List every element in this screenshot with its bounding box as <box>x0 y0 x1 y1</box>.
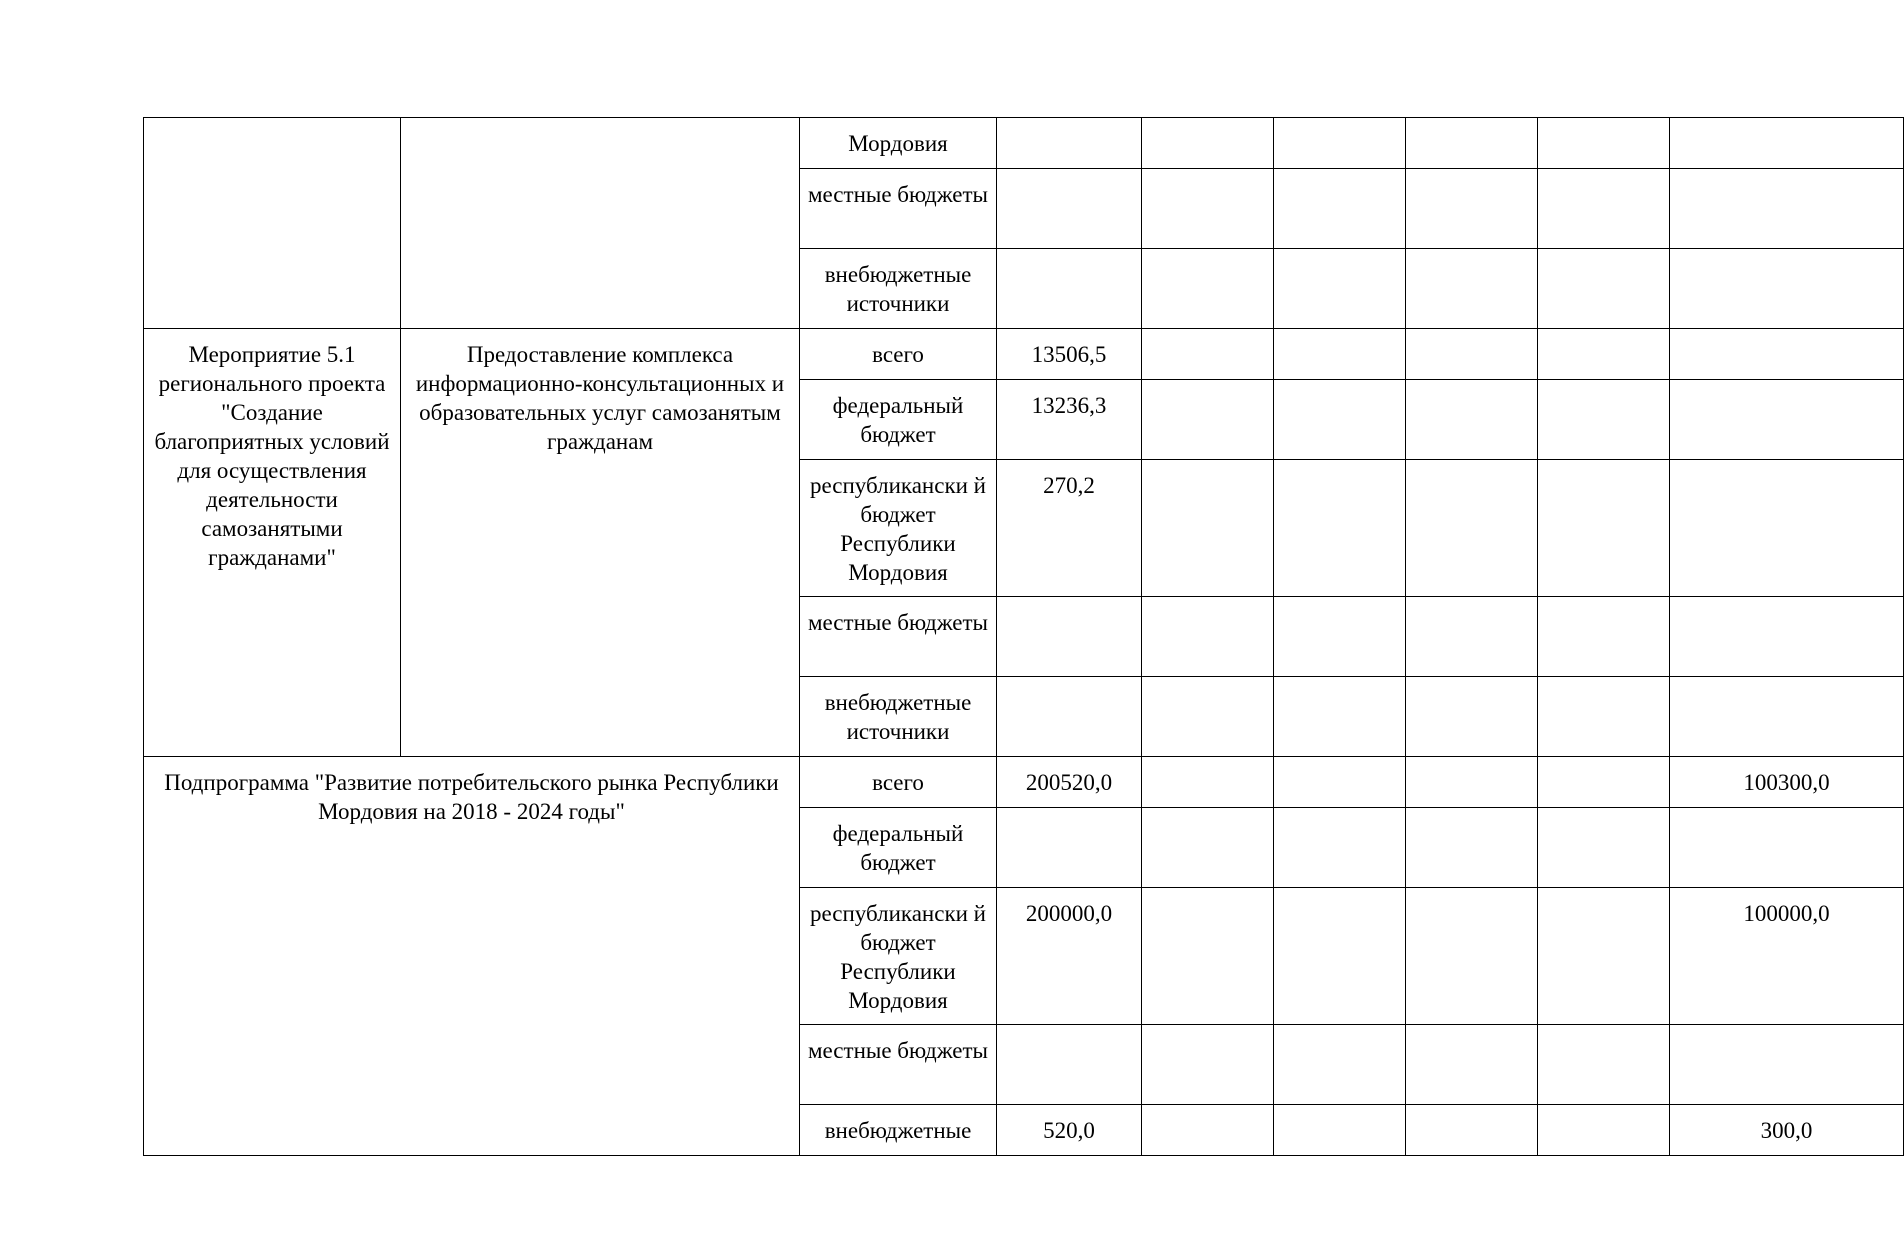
table-row <box>144 118 1904 169</box>
funding-source-cell: федеральный бюджет <box>800 808 997 888</box>
value-cell <box>1406 808 1538 888</box>
value-cell <box>1406 169 1538 249</box>
table-row <box>144 757 1904 808</box>
value-cell <box>1670 118 1904 169</box>
value-cell <box>1142 169 1274 249</box>
budget-table <box>143 117 1904 1156</box>
value-cell <box>1142 460 1274 597</box>
value-cell <box>1538 597 1670 677</box>
funding-source-cell: всего <box>800 757 997 808</box>
value-cell <box>1406 757 1538 808</box>
value-cell <box>1406 597 1538 677</box>
value-cell <box>1670 460 1904 597</box>
value-cell <box>1142 888 1274 1025</box>
funding-source-cell: внебюджетные источники <box>800 249 997 329</box>
value-cell <box>1406 1025 1538 1105</box>
value-cell <box>1142 249 1274 329</box>
value-cell <box>1274 888 1406 1025</box>
funding-source-cell: местные бюджеты <box>800 1025 997 1105</box>
value-cell <box>1670 380 1904 460</box>
value-cell <box>997 169 1142 249</box>
value-cell <box>1142 808 1274 888</box>
value-cell <box>997 1025 1142 1105</box>
event-description-cell <box>401 118 800 329</box>
funding-source-cell: Мордовия <box>800 118 997 169</box>
value-cell: 100000,0 <box>1670 888 1904 1025</box>
funding-source-cell: республикански й бюджет Республики Мордовия <box>800 460 997 597</box>
value-cell <box>1538 1105 1670 1156</box>
value-cell <box>1274 1025 1406 1105</box>
value-cell <box>1142 1105 1274 1156</box>
value-cell <box>1142 597 1274 677</box>
event-name-cell: Мероприятие 5.1 регионального проекта "Создание благоприятных условий для осуществления деятельности самозанятыми гражданами" <box>144 329 401 757</box>
value-cell <box>1406 118 1538 169</box>
value-cell <box>1670 677 1904 757</box>
value-cell <box>1538 808 1670 888</box>
value-cell <box>1274 329 1406 380</box>
value-cell <box>997 597 1142 677</box>
value-cell <box>1142 118 1274 169</box>
value-cell <box>1274 677 1406 757</box>
value-cell <box>1538 380 1670 460</box>
funding-source-cell: федеральный бюджет <box>800 380 997 460</box>
table-row <box>144 329 1904 380</box>
value-cell <box>1406 380 1538 460</box>
subprogram-name-cell: Подпрограмма "Развитие потребительского рынка Республики Мордовия на 2018 - 2024 годы" <box>144 757 800 1156</box>
value-cell <box>1538 1025 1670 1105</box>
value-cell <box>1274 1105 1406 1156</box>
event-description-cell: Предоставление комплекса информационно-консультационных и образовательных услуг самозанятым гражданам <box>401 329 800 757</box>
funding-source-cell: внебюджетные <box>800 1105 997 1156</box>
funding-source-cell: республикански й бюджет Республики Мордовия <box>800 888 997 1025</box>
funding-source-cell: всего <box>800 329 997 380</box>
document-page <box>143 117 1830 1157</box>
value-cell <box>1670 1025 1904 1105</box>
value-cell: 100300,0 <box>1670 757 1904 808</box>
value-cell <box>997 808 1142 888</box>
value-cell <box>997 677 1142 757</box>
value-cell <box>1670 597 1904 677</box>
funding-source-cell: местные бюджеты <box>800 169 997 249</box>
value-cell <box>1538 169 1670 249</box>
value-cell <box>1274 460 1406 597</box>
value-cell <box>1142 380 1274 460</box>
value-cell <box>1142 677 1274 757</box>
value-cell <box>1406 249 1538 329</box>
value-cell <box>1538 249 1670 329</box>
value-cell: 520,0 <box>997 1105 1142 1156</box>
value-cell: 270,2 <box>997 460 1142 597</box>
value-cell <box>1538 460 1670 597</box>
value-cell <box>1142 329 1274 380</box>
value-cell <box>997 249 1142 329</box>
value-cell <box>1274 118 1406 169</box>
value-cell <box>1538 329 1670 380</box>
value-cell <box>1670 808 1904 888</box>
value-cell <box>1538 677 1670 757</box>
value-cell <box>1274 757 1406 808</box>
value-cell <box>1670 249 1904 329</box>
value-cell <box>1274 380 1406 460</box>
value-cell <box>1406 460 1538 597</box>
funding-source-cell: местные бюджеты <box>800 597 997 677</box>
event-name-cell <box>144 118 401 329</box>
value-cell <box>1538 888 1670 1025</box>
funding-source-cell: внебюджетные источники <box>800 677 997 757</box>
value-cell <box>1670 329 1904 380</box>
value-cell: 13506,5 <box>997 329 1142 380</box>
value-cell <box>1538 757 1670 808</box>
value-cell <box>997 118 1142 169</box>
value-cell: 200000,0 <box>997 888 1142 1025</box>
value-cell <box>1406 888 1538 1025</box>
value-cell <box>1406 677 1538 757</box>
value-cell <box>1142 757 1274 808</box>
value-cell <box>1274 597 1406 677</box>
value-cell <box>1142 1025 1274 1105</box>
value-cell <box>1538 118 1670 169</box>
value-cell <box>1670 169 1904 249</box>
value-cell <box>1406 329 1538 380</box>
value-cell: 200520,0 <box>997 757 1142 808</box>
value-cell <box>1274 808 1406 888</box>
value-cell <box>1274 249 1406 329</box>
value-cell <box>1274 169 1406 249</box>
value-cell <box>1406 1105 1538 1156</box>
value-cell: 13236,3 <box>997 380 1142 460</box>
value-cell: 300,0 <box>1670 1105 1904 1156</box>
